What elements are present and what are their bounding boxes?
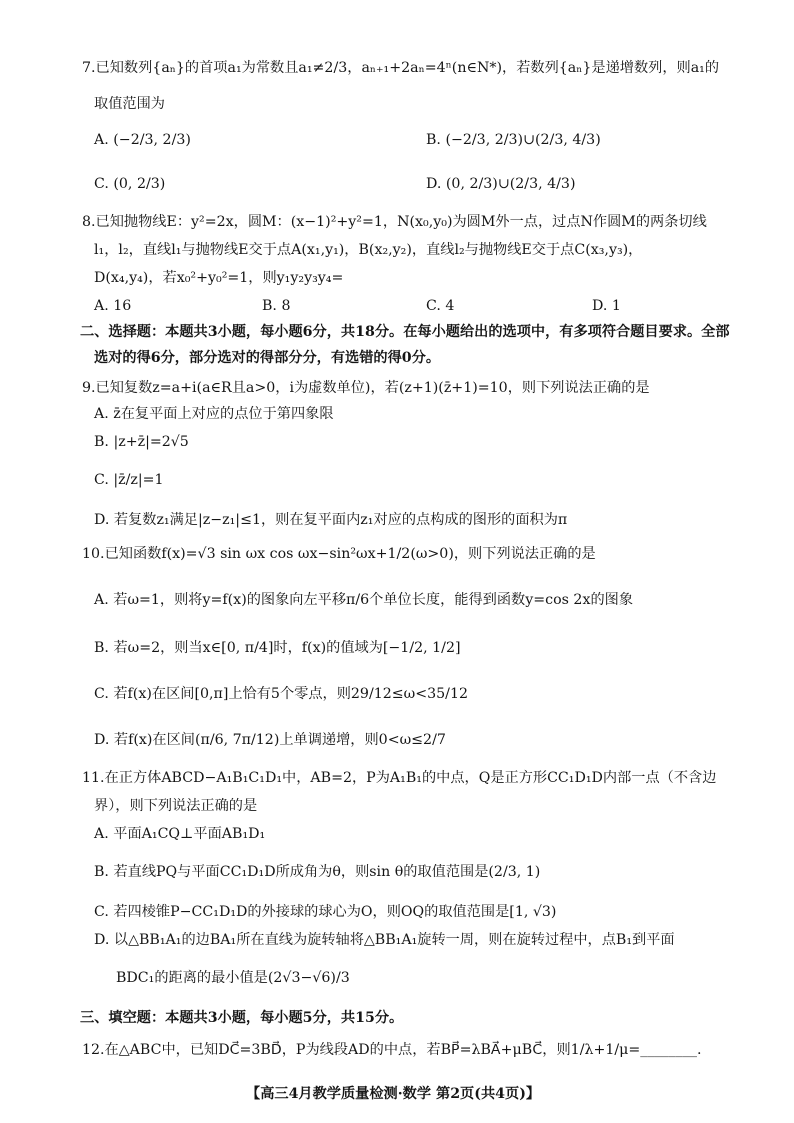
q7-stem-line1: 7.已知数列{aₙ}的首项a₁为常数且a₁≠2/3，aₙ₊₁+2aₙ=4ⁿ(n∈N*)，若数列{aₙ}是递增数列，则a₁的 — [82, 60, 720, 76]
section2-heading-line1: 二、选择题：本题共3小题，每小题6分，共18分。在每小题给出的选项中，有多项符合题目要求。全部 — [80, 324, 730, 340]
q10-option-b: B. 若ω=2，则当x∈[0, π/4]时，f(x)的值域为[−1/2, 1/2] — [94, 640, 461, 656]
q7-option-a: A. (−2/3, 2/3) — [94, 132, 191, 148]
q9-option-c: C. |z̄/z|=1 — [94, 472, 164, 488]
q11-option-a: A. 平面A₁CQ⊥平面AB₁D₁ — [94, 826, 266, 842]
q8-stem-line3: D(x₄,y₄)，若x₀²+y₀²=1，则y₁y₂y₃y₄= — [94, 270, 344, 286]
page-footer: 【高三4月教学质量检测·数学 第2页(共4页)】 — [246, 1086, 541, 1102]
q12-stem: 12.在△ABC中，已知DC⃗=3BD⃗，P为线段AD的中点，若BP⃗=λBA⃗+μBC⃗，则1/λ+1/μ=________. — [82, 1042, 702, 1058]
q10-option-c: C. 若f(x)在区间[0,π]上恰有5个零点，则29/12≤ω<35/12 — [94, 686, 469, 702]
q7-option-c: C. (0, 2/3) — [94, 176, 166, 192]
q11-option-b: B. 若直线PQ与平面CC₁D₁D所成角为θ，则sin θ的取值范围是(2/3, 1) — [94, 864, 541, 880]
q9-option-b: B. |z+z̄|=2√5 — [94, 434, 189, 450]
section2-heading-line2: 选对的得6分，部分选对的得部分分，有选错的得0分。 — [94, 350, 441, 366]
q9-option-a: A. z̄在复平面上对应的点位于第四象限 — [94, 406, 334, 422]
q9-stem: 9.已知复数z=a+i(a∈R且a>0，i为虚数单位)，若(z+1)(z̄+1)=10，则下列说法正确的是 — [82, 380, 650, 396]
q8-option-b: B. 8 — [262, 298, 291, 314]
q11-option-d: D. 以△BB₁A₁的边BA₁所在直线为旋转轴将△BB₁A₁旋转一周，则在旋转过程中，点B₁到平面 — [94, 932, 675, 948]
q8-option-a: A. 16 — [94, 298, 132, 314]
q7-stem-line2: 取值范围为 — [94, 96, 165, 112]
q11-option-d-cont: BDC₁的距离的最小值是(2√3−√6)/3 — [116, 970, 350, 986]
q11-stem-line2: 界），则下列说法正确的是 — [94, 798, 258, 814]
q8-option-c: C. 4 — [426, 298, 455, 314]
section3-heading: 三、填空题：本题共3小题，每小题5分，共15分。 — [80, 1010, 404, 1026]
q8-stem-line2: l₁，l₂，直线l₁与抛物线E交于点A(x₁,y₁)，B(x₂,y₂)，直线l₂与抛物线E交于点C(x₃,y₃)， — [94, 242, 643, 258]
q9-option-d: D. 若复数z₁满足|z−z₁|≤1，则在复平面内z₁对应的点构成的图形的面积为π — [94, 512, 568, 528]
q10-option-d: D. 若f(x)在区间(π/6, 7π/12)上单调递增，则0<ω≤2/7 — [94, 732, 446, 748]
q10-option-a: A. 若ω=1，则将y=f(x)的图象向左平移π/6个单位长度，能得到函数y=cos 2x的图象 — [94, 592, 634, 608]
q11-stem-line1: 11.在正方体ABCD−A₁B₁C₁D₁中，AB=2，P为A₁B₁的中点，Q是正方形CC₁D₁D内部一点（不含边 — [82, 770, 717, 786]
q10-stem: 10.已知函数f(x)=√3 sin ωx cos ωx−sin²ωx+1/2(ω>0)，则下列说法正确的是 — [82, 546, 596, 562]
q8-stem-line1: 8.已知抛物线E：y²=2x，圆M：(x−1)²+y²=1，N(x₀,y₀)为圆M外一点，过点N作圆M的两条切线 — [82, 214, 707, 230]
q7-option-b: B. (−2/3, 2/3)∪(2/3, 4/3) — [426, 132, 601, 148]
q7-option-d: D. (0, 2/3)∪(2/3, 4/3) — [426, 176, 576, 192]
q8-option-d: D. 1 — [592, 298, 621, 314]
q11-option-c: C. 若四棱锥P−CC₁D₁D的外接球的球心为O，则OQ的取值范围是[1, √3) — [94, 904, 557, 920]
